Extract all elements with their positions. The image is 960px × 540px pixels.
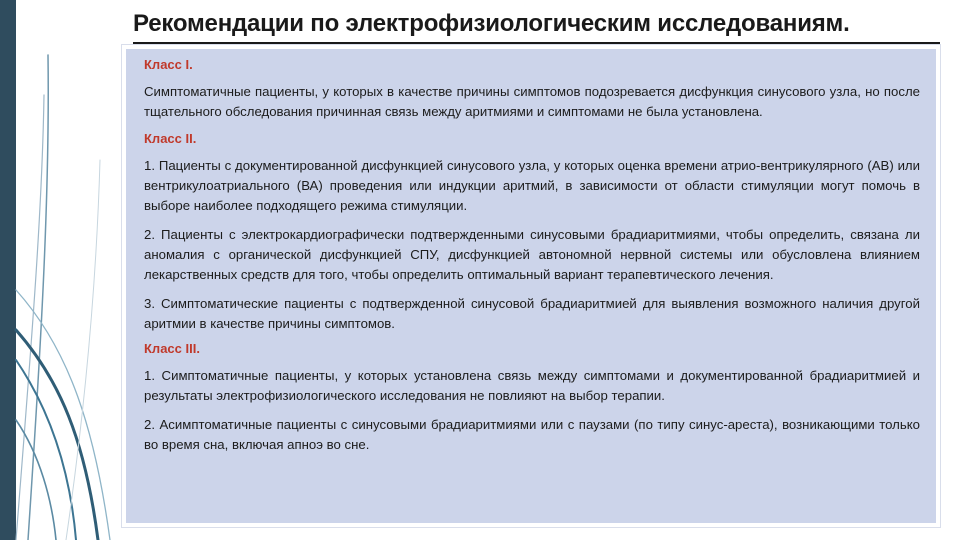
class-2-item-3: 3. Симптоматические пациенты с подтвержденной синусовой брадиаритмией для выявления возможного наличия другой аритмии в качестве причины симптомов. <box>144 296 920 331</box>
decor-line <box>16 420 56 540</box>
slide-title: Рекомендации по электрофизиологическим исследованиям. <box>133 10 850 37</box>
decorative-lines <box>0 0 130 540</box>
class-2-item-1: 1. Пациенты с документированной дисфункцией синусового узла, у которых оценка времени атрио-вентрикулярного (АВ) или вентрикулоатриального (ВА) проведения или индукции аритмий, в зависимости от области стимуляции могут помочь в выборе наиболее подходящего режима стимуляции. <box>144 158 920 213</box>
decor-line <box>66 160 100 540</box>
decor-line <box>16 330 98 540</box>
class-1-item-1: Симптоматичные пациенты, у которых в качестве причины симптомов подозревается дисфункция синусового узла, но после тщательного обследования причинная связь между аритмиями и симптомами не была установлена. <box>144 84 920 119</box>
class-heading-3: Класс III. <box>144 341 200 356</box>
decor-line <box>28 55 48 540</box>
class-3-item-2: 2. Асимптоматичные пациенты с синусовыми брадиаритмиями или с паузами (по типу синус-ареста), возникающими только во время сна, включая апноэ во сне. <box>144 417 920 452</box>
class-heading-1: Класс I. <box>144 57 193 72</box>
title-underline <box>133 42 940 44</box>
class-heading-2: Класс II. <box>144 131 197 146</box>
class-2-item-2: 2. Пациенты с электрокардиографически подтвержденными синусовыми брадиаритмиями, чтобы определить, связана ли аномалия с органической дисфункцией СПУ, дисфункцией автономной нервной системы или обусловлена влиянием лекарственных средств для того, чтобы определить оптимальный вариант терапевтического лечения. <box>144 227 920 282</box>
content-panel <box>122 45 940 527</box>
decor-line <box>16 95 44 540</box>
decor-line <box>16 360 76 540</box>
class-3-item-1: 1. Симптоматичные пациенты, у которых установлена связь между симптомами и документированной брадиаритмией и результаты электрофизиологического исследования не повлияют на выбор терапии. <box>144 368 920 403</box>
